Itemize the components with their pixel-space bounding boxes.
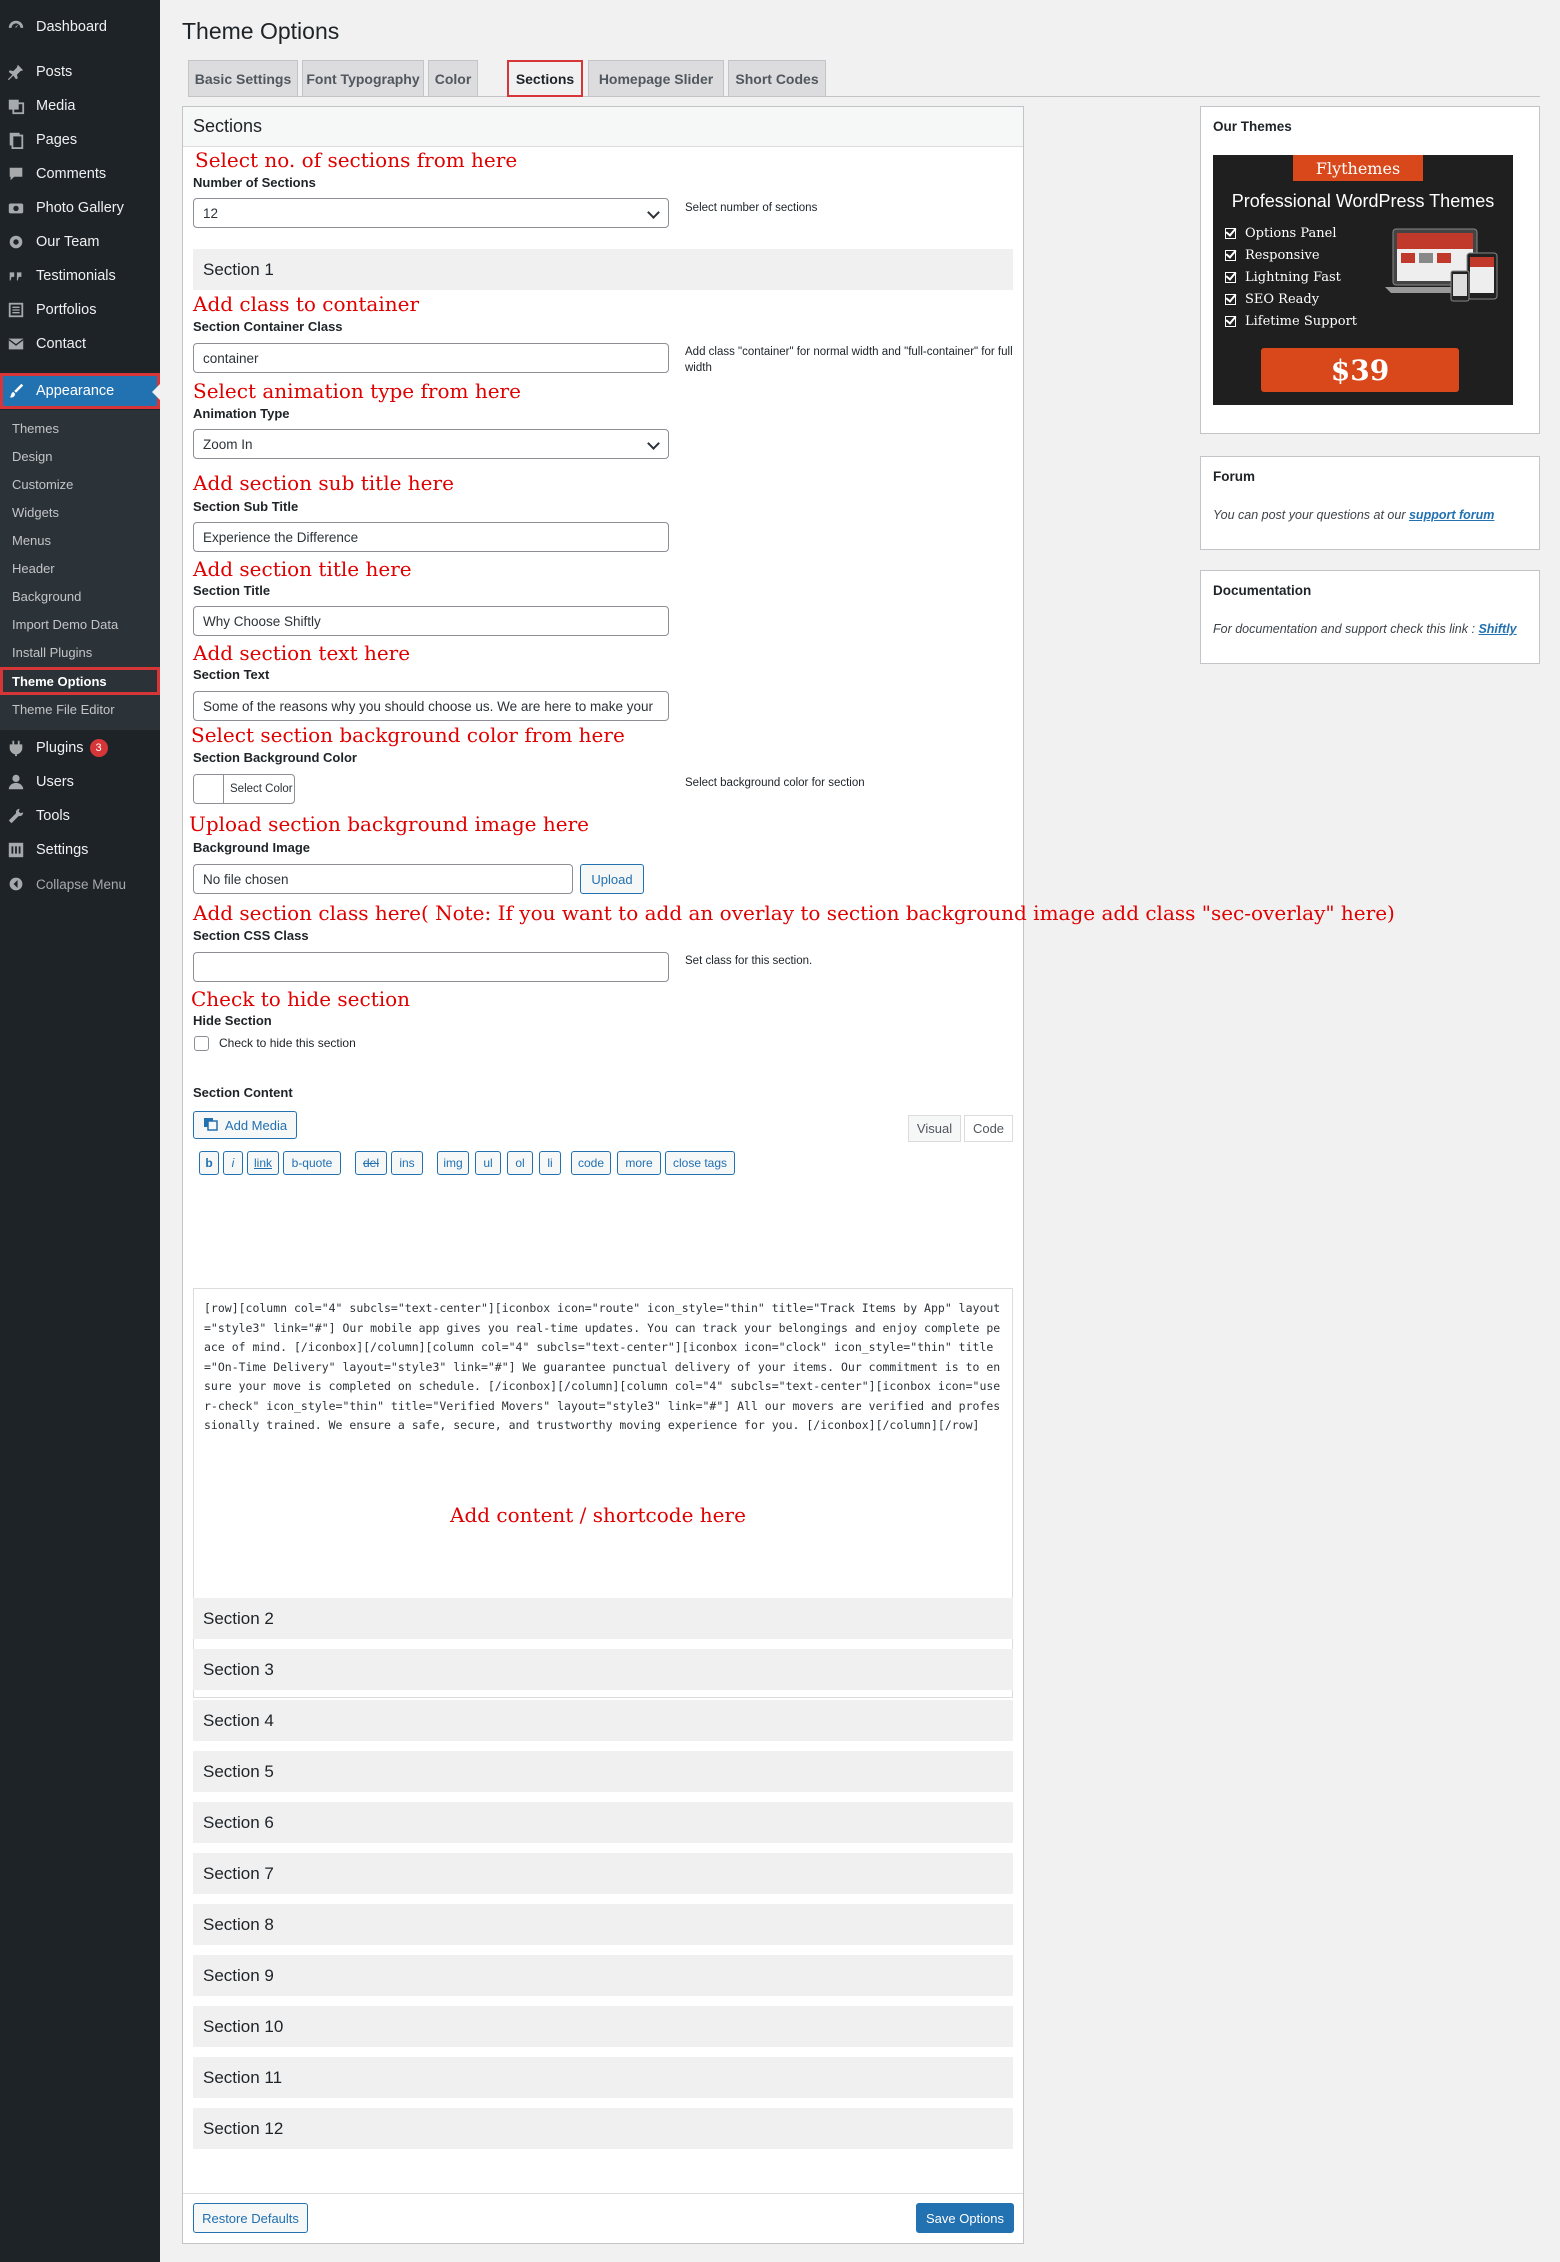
submenu-header[interactable]: Header — [12, 561, 55, 576]
select-color-button[interactable] — [193, 774, 295, 804]
camera-icon — [6, 198, 26, 218]
promo-title: Professional WordPress Themes — [1231, 191, 1495, 211]
menu-our-team[interactable] — [0, 225, 160, 259]
note-bgimage: Upload section background image here — [189, 812, 589, 836]
container-class-input[interactable]: container — [193, 343, 669, 373]
appearance-submenu — [0, 410, 160, 730]
tab-basic-settings[interactable]: Basic Settings — [188, 60, 298, 97]
quicktag-del[interactable]: del — [355, 1151, 387, 1175]
plugin-icon — [6, 738, 26, 758]
collapse-icon — [6, 874, 26, 894]
menu-media[interactable] — [0, 89, 160, 123]
promo-feature — [1225, 314, 1357, 329]
menu-tools[interactable] — [0, 799, 160, 833]
menu-appearance[interactable] — [0, 373, 160, 409]
menu-label: Photo Gallery — [36, 200, 124, 216]
forum-title: Forum — [1213, 469, 1255, 484]
comment-icon — [6, 164, 26, 184]
container-help: Add class "container" for normal width and "full-container" for full width — [685, 346, 1013, 374]
note-text: Add section text here — [193, 641, 411, 665]
section-8-header[interactable]: Section 8 — [193, 1904, 1013, 1945]
menu-label: Plugins — [36, 740, 84, 756]
note-animation: Select animation type from here — [193, 379, 521, 403]
promo-price-button[interactable]: $39 — [1261, 348, 1459, 392]
bgcolor-label: Section Background Color — [193, 750, 357, 765]
submenu-widgets[interactable]: Widgets — [12, 505, 59, 520]
menu-label: Settings — [36, 842, 89, 858]
forum-box — [1200, 456, 1540, 550]
documentation-box — [1200, 570, 1540, 664]
section-3-header[interactable]: Section 3 — [193, 1649, 1013, 1690]
hide-checkbox-label: Check to hide this section — [219, 1036, 356, 1050]
add-media-button[interactable] — [193, 1111, 297, 1139]
number-help: Select number of sections — [685, 202, 818, 214]
select-value: Zoom In — [203, 436, 253, 452]
subtitle-label: Section Sub Title — [193, 499, 299, 514]
tab-font-typography[interactable]: Font Typography — [302, 60, 424, 97]
chevron-down-icon — [647, 206, 660, 219]
documentation-text — [1213, 622, 1517, 636]
users-icon — [6, 772, 26, 792]
tab-sections[interactable]: Sections — [507, 60, 583, 97]
hide-section-checkbox[interactable] — [194, 1036, 209, 1051]
submenu-import-demo-data[interactable]: Import Demo Data — [12, 617, 119, 632]
chevron-down-icon — [647, 437, 660, 450]
select-value: 12 — [203, 205, 219, 221]
number-label: Number of Sections — [193, 175, 316, 190]
options-tabs — [188, 60, 1540, 97]
shiftly-doc-link[interactable]: Shiftly — [1478, 622, 1517, 636]
feature-label: Responsive — [1245, 248, 1320, 263]
quicktag-more[interactable]: more — [617, 1151, 661, 1175]
quicktag-ul[interactable]: ul — [475, 1151, 501, 1175]
collapse-menu-button[interactable] — [0, 867, 160, 901]
menu-contact[interactable] — [0, 327, 160, 361]
devices-mockup-image — [1383, 227, 1501, 309]
menu-users[interactable] — [0, 765, 160, 799]
note-bgcolor: Select section background color from here — [191, 723, 625, 747]
our-themes-box — [1200, 106, 1540, 434]
pages-icon — [6, 130, 26, 150]
section-6-header[interactable]: Section 6 — [193, 1802, 1013, 1843]
menu-label: Our Team — [36, 234, 100, 250]
bgimage-label: Background Image — [193, 840, 311, 855]
panel-title: Sections — [183, 107, 1023, 147]
media-icon — [6, 96, 26, 116]
promo-feature — [1225, 292, 1319, 307]
menu-posts[interactable] — [0, 55, 160, 89]
quicktag-b[interactable]: b — [199, 1151, 219, 1175]
team-icon — [6, 232, 26, 252]
tab-color[interactable]: Color — [428, 60, 478, 97]
menu-label: Media — [36, 98, 76, 114]
note-subtitle: Add section sub title here — [193, 471, 454, 495]
documentation-text-body: For documentation and support check this link : — [1213, 622, 1475, 636]
section-subtitle-input[interactable]: Experience the Difference — [193, 522, 669, 552]
container-label: Section Container Class — [193, 319, 343, 334]
feature-label: Options Panel — [1245, 226, 1337, 241]
bgcolor-help: Select background color for section — [685, 777, 865, 789]
select-color-label: Select Color — [230, 783, 293, 795]
menu-label: Posts — [36, 64, 73, 80]
settings-icon — [6, 840, 26, 860]
number-of-sections-select[interactable] — [193, 198, 669, 228]
documentation-title: Documentation — [1213, 583, 1312, 598]
feature-label: Lifetime Support — [1245, 314, 1358, 329]
menu-label: Collapse Menu — [36, 876, 127, 892]
submenu-menus[interactable]: Menus — [12, 533, 52, 548]
hide-label: Hide Section — [193, 1013, 272, 1028]
title-label: Section Title — [193, 583, 271, 598]
menu-comments[interactable] — [0, 157, 160, 191]
note-content: Add content / shortcode here — [450, 1503, 746, 1527]
color-swatch — [194, 775, 224, 803]
submenu-theme-options[interactable]: Theme Options — [0, 667, 160, 695]
quicktag-img[interactable]: img — [437, 1151, 469, 1175]
checkbox-icon — [1225, 250, 1236, 261]
menu-plugins[interactable] — [0, 731, 160, 765]
background-image-input[interactable]: No file chosen — [193, 864, 573, 894]
quicktag-b-quote[interactable]: b-quote — [283, 1151, 341, 1175]
checkbox-icon — [1225, 228, 1236, 239]
section-css-class-input[interactable] — [193, 952, 669, 982]
menu-label: Pages — [36, 132, 78, 148]
content-code: [row][column col="4" subcls="text-center"][iconbox icon="route" icon_style="thin" title="Track Items by App" layout="style3" link="#"] Our mobile app gives you real-time updates. You can track your belongings and enjoy complete peace of mind. [/iconbox][/column][column col="4" subcls="text-center"][iconbox icon="clock" icon_style="thin" title="On-Time Delivery" layout="style3" link="#"] We guarantee punctual delivery of your items. Our commitment is to ensure your move is completed on schedule. [/iconbox][/column][column col="4" subcls="text-center"][iconbox icon="user-check" icon_style="thin" title="Verified Movers" layout="style3" link="#"] All our movers are verified and professionally trained. We ensure a safe, secure, and trustworthy moving experience for you. [/iconbox][/column][/row] — [204, 1301, 1001, 1432]
forum-text — [1213, 508, 1494, 522]
add-media-icon — [203, 1117, 219, 1134]
quicktag-i[interactable]: i — [223, 1151, 243, 1175]
menu-label: Testimonials — [36, 268, 116, 284]
support-forum-link[interactable]: support forum — [1408, 508, 1495, 522]
menu-dashboard[interactable] — [0, 10, 160, 44]
page-title: Theme Options — [182, 18, 340, 44]
menu-pages[interactable] — [0, 123, 160, 157]
menu-settings[interactable] — [0, 833, 160, 867]
menu-portfolios[interactable] — [0, 293, 160, 327]
our-themes-title: Our Themes — [1213, 119, 1292, 134]
feature-label: SEO Ready — [1245, 292, 1320, 307]
menu-label: Appearance — [36, 383, 115, 399]
menu-label: Contact — [36, 336, 86, 352]
section-1-header[interactable]: Section 1 — [193, 249, 1013, 290]
forum-text-body: You can post your questions at our — [1213, 508, 1406, 522]
section-title-input[interactable]: Why Choose Shiftly — [193, 606, 669, 636]
checkbox-icon — [1225, 316, 1236, 327]
section-5-header[interactable]: Section 5 — [193, 1751, 1013, 1792]
quicktag-ins[interactable]: ins — [391, 1151, 423, 1175]
restore-defaults-button[interactable]: Restore Defaults — [193, 2203, 308, 2233]
quicktag-li[interactable]: li — [539, 1151, 561, 1175]
css-help: Set class for this section. — [685, 955, 813, 967]
quicktag-ol[interactable]: ol — [507, 1151, 533, 1175]
note-number: Select no. of sections from here — [195, 148, 518, 172]
animation-type-select[interactable] — [193, 429, 669, 459]
note-title: Add section title here — [193, 557, 412, 581]
checkbox-icon — [1225, 294, 1236, 305]
submenu-theme-file-editor[interactable]: Theme File Editor — [12, 702, 115, 717]
menu-label: Users — [36, 774, 74, 790]
note-container: Add class to container — [193, 292, 420, 316]
pin-icon — [6, 62, 26, 82]
animation-label: Animation Type — [193, 406, 290, 421]
section-9-header[interactable]: Section 9 — [193, 1955, 1013, 1996]
submenu-install-plugins[interactable]: Install Plugins — [12, 645, 93, 660]
tab-short-codes[interactable]: Short Codes — [728, 60, 826, 97]
add-media-label: Add Media — [224, 1117, 288, 1133]
promo-feature — [1225, 248, 1320, 263]
menu-label: Dashboard — [36, 19, 107, 35]
tools-icon — [6, 806, 26, 826]
section-text-input[interactable]: Some of the reasons why you should choose us. We are here to make your — [193, 691, 669, 721]
flythemes-promo-banner[interactable] — [1213, 155, 1513, 405]
promo-feature — [1225, 270, 1341, 285]
text-label: Section Text — [193, 667, 270, 682]
section-2-header[interactable]: Section 2 — [193, 1598, 1013, 1639]
section-7-header[interactable]: Section 7 — [193, 1853, 1013, 1894]
submenu-themes[interactable]: Themes — [12, 421, 59, 436]
brush-icon — [6, 381, 26, 401]
note-css: Add section class here( Note: If you want to add an overlay to section background image add class "sec-overlay" here) — [193, 901, 1395, 925]
tab-homepage-slider[interactable]: Homepage Slider — [588, 60, 724, 97]
tab-code[interactable]: Code — [964, 1115, 1013, 1142]
content-label: Section Content — [193, 1085, 293, 1100]
tab-visual[interactable]: Visual — [908, 1115, 961, 1142]
menu-label: Comments — [36, 166, 107, 182]
note-hide: Check to hide section — [191, 987, 411, 1011]
panel-footer-divider — [183, 2193, 1023, 2194]
menu-label: Tools — [36, 808, 70, 824]
feature-label: Lightning Fast — [1245, 270, 1341, 285]
checkbox-icon — [1225, 272, 1236, 283]
portfolio-icon — [6, 300, 26, 320]
submenu-design[interactable]: Design — [12, 449, 53, 464]
submenu-background[interactable]: Background — [12, 589, 82, 604]
submenu-customize[interactable]: Customize — [12, 477, 74, 492]
save-options-button[interactable]: Save Options — [916, 2203, 1014, 2233]
menu-label: Portfolios — [36, 302, 97, 318]
section-10-header[interactable]: Section 10 — [193, 2006, 1013, 2047]
menu-testimonials[interactable] — [0, 259, 160, 293]
quote-icon — [6, 266, 26, 286]
email-icon — [6, 334, 26, 354]
admin-sidebar — [0, 0, 160, 2262]
upload-button[interactable]: Upload — [580, 864, 644, 894]
quicktag-close-tags[interactable]: close tags — [665, 1151, 735, 1175]
promo-brand: Flythemes — [1293, 155, 1423, 181]
quicktag-link[interactable]: link — [247, 1151, 279, 1175]
section-4-header[interactable]: Section 4 — [193, 1700, 1013, 1741]
plugins-update-badge: 3 — [90, 739, 108, 757]
section-12-header[interactable]: Section 12 — [193, 2108, 1013, 2149]
css-label: Section CSS Class — [193, 928, 309, 943]
section-11-header[interactable]: Section 11 — [193, 2057, 1013, 2098]
promo-feature — [1225, 226, 1337, 241]
quicktag-code[interactable]: code — [571, 1151, 611, 1175]
dashboard-icon — [6, 17, 26, 37]
menu-photo-gallery[interactable] — [0, 191, 160, 225]
